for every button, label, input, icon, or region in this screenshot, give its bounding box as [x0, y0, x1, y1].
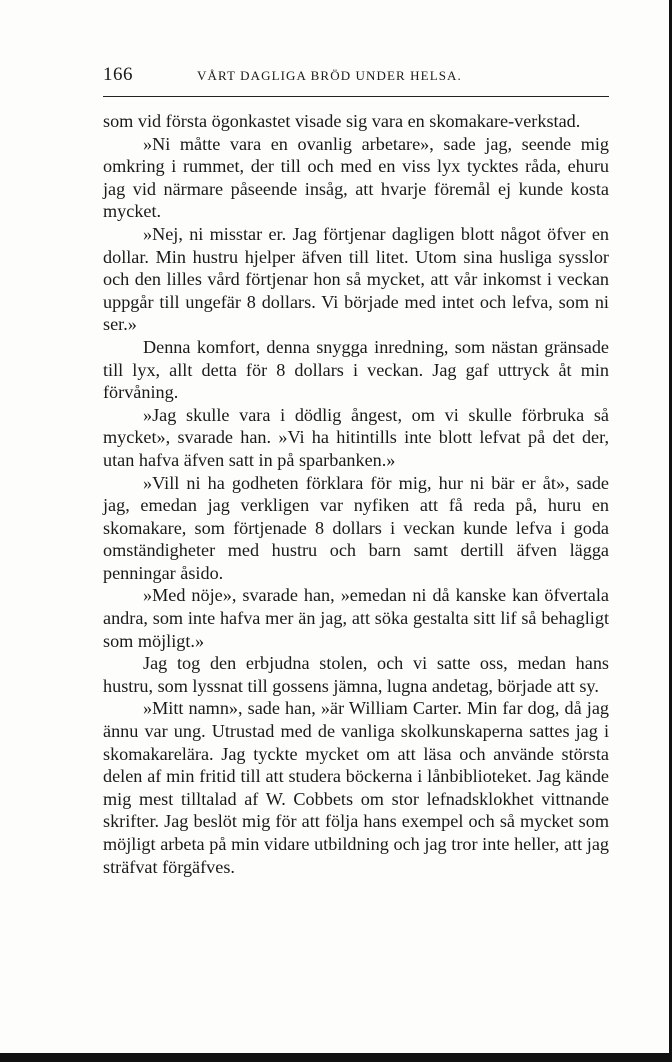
page-header	[103, 62, 609, 92]
paragraph: Denna komfort, denna snygga inredning, som nästan gränsade till lyx, allt detta för 8 dollars i veckan. Jag gaf uttryck åt min förvåning.	[103, 336, 609, 403]
paragraph: »Med nöje», svarade han, »emedan ni då kanske kan öfvertala andra, som inte hafva mer än jag, att söka gestalta sitt lif så behagligt som möjligt.»	[103, 585, 609, 651]
paragraph: Jag tog den erbjudna stolen, och vi satte oss, medan hans hustru, som lyssnat till gossens jämna, lugna andetag, började att sy.	[103, 653, 609, 696]
running-title: VÅRT DAGLIGA BRÖD UNDER HELSA.	[197, 68, 462, 83]
paragraph: »Mitt namn», sade han, »är William Carter. Min far dog, då jag ännu var ung. Utrustad med de vanliga skolkunskaperna sattes jag i skomakarelära. Jag tyckte mycket om att läsa och använde största delen af min fritid till att studera böckerna i lånbiblioteket. Jag kände mig mest tilltalad af W. Cobbets om stor lefnadsklokhet vittnande skrifter. Jag beslöt mig för att följa hans exempel och så mycket som möjligt arbeta på min vidare utbildning och jag tror inte heller, att jag sträfvat förgäfves.	[103, 698, 609, 877]
header-rule	[103, 96, 609, 97]
paragraph: »Nej, ni misstar er. Jag förtjenar dagligen blott något öfver en dollar. Min hustru hjelper äfven till litet. Utom sina husliga sysslor och den lilles vård förtjenar hon så mycket, att vår inkomst i veckan uppgår till ungefär 8 dollars. Vi började med intet och lefva, som ni ser.»	[103, 223, 609, 335]
page-number: 166	[103, 64, 133, 85]
paragraph: »Vill ni ha godheten förklara för mig, hur ni bär er åt», sade jag, emedan jag verkligen var nyfiken att få reda på, huru en skomakare, som förtjenade 8 dollars i veckan kunde lefva i goda omständigheter med hustru och barn samt dertill äfven lägga penningar åsido.	[103, 472, 609, 583]
paragraph-continuation: som vid första ögonkastet visade sig vara en skomakare-verkstad.	[103, 111, 581, 131]
paragraph: »Jag skulle vara i dödlig ångest, om vi skulle förbruka så mycket», svarade han. »Vi ha hitintills inte blott lefvat på det der, utan hafva äfven satt in på sparbanken.»	[103, 404, 609, 470]
paragraph: »Ni måtte vara en ovanlig arbetare», sade jag, seende mig omkring i rummet, der till och med en viss lyx tycktes råda, ehuru jag vid närmare påseende insåg, att hvarje föremål ej kunde kosta mycket.	[103, 133, 609, 222]
page-edge-bottom	[0, 1053, 672, 1062]
body-text	[103, 110, 609, 878]
